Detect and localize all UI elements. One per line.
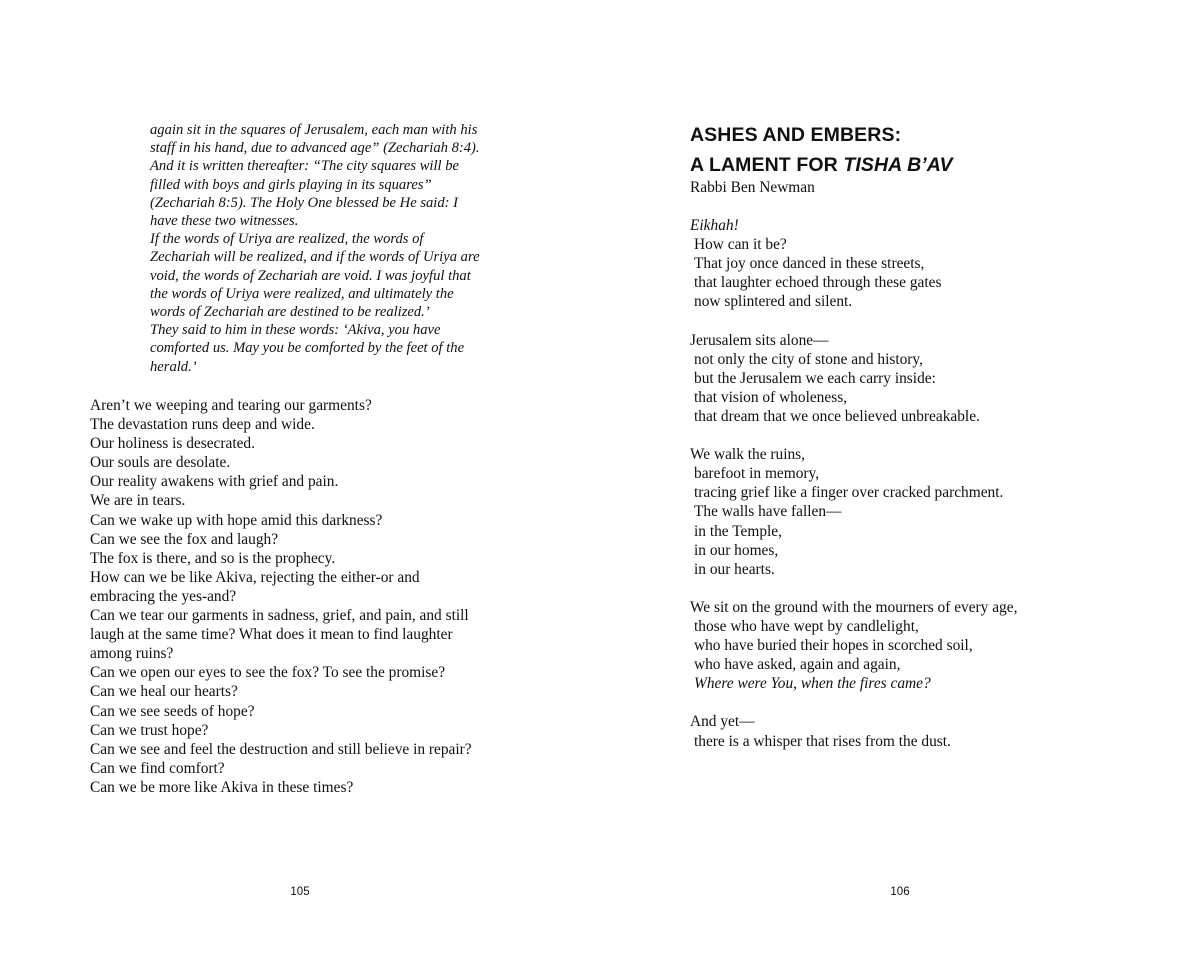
quote-line: herald.’ <box>150 358 197 375</box>
quote-line: (Zechariah 8:5). The Holy One blessed be He said: I <box>150 194 459 211</box>
stanza-first-line: Jerusalem sits alone— <box>690 331 829 349</box>
quote-line: have these two witnesses. <box>150 213 299 230</box>
quote-line: staff in his hand, due to advanced age” (Zechariah 8:4). <box>150 140 480 157</box>
quote-line: again sit in the squares of Jerusalem, each man with his <box>150 122 478 138</box>
poem-line: there is a whisper that rises from the dust. <box>694 732 951 750</box>
poem-line: those who have wept by candlelight, <box>694 617 919 635</box>
page-number-left: 105 <box>290 886 310 898</box>
stanza-first-line: We walk the ruins, <box>690 446 806 464</box>
poem-line: now splintered and silent. <box>694 293 853 311</box>
title-prefix: A LAMENT FOR <box>690 154 844 176</box>
poem-line: that laughter echoed through these gates <box>694 274 942 292</box>
text-line: Can we trust hope? <box>90 721 209 739</box>
quote-line: void, the words of Zechariah are void. I was joyful that <box>150 267 471 284</box>
poem-line: That joy once danced in these streets, <box>694 255 925 273</box>
poem-line: in our homes, <box>694 541 779 559</box>
poem-line: that vision of wholeness, <box>694 388 848 406</box>
poem-line: How can it be? <box>694 236 787 254</box>
text-line: Can we see seeds of hope? <box>90 702 255 720</box>
text-line: Aren’t we weeping and tearing our garments? <box>90 397 372 414</box>
author-byline: Rabbi Ben Newman <box>690 179 815 196</box>
stanza-first-line: And yet— <box>690 713 755 731</box>
text-line: The fox is there, and so is the prophecy. <box>90 549 336 567</box>
poem-line-italic: Where were You, when the fires came? <box>694 675 931 693</box>
text-line: Can we be more like Akiva in these times? <box>90 778 354 796</box>
poem-line: who have buried their hopes in scorched soil, <box>694 637 973 655</box>
poem-line: in our hearts. <box>694 560 775 578</box>
quote-line: And it is written thereafter: “The city squares will be <box>150 158 460 175</box>
page-number-right: 106 <box>890 886 910 898</box>
poem-title <box>690 120 953 180</box>
quote-line: words of Zechariah are destined to be realized.’ <box>150 304 430 321</box>
text-line: Our reality awakens with grief and pain. <box>90 473 339 491</box>
text-line: We are in tears. <box>90 492 186 510</box>
text-line: laugh at the same time? What does it mean to find laughter <box>90 626 453 644</box>
poem-line: The walls have fallen— <box>694 503 842 521</box>
stanza-3 <box>690 445 1017 579</box>
text-line: How can we be like Akiva, rejecting the either-or and <box>90 568 420 586</box>
text-line: The devastation runs deep and wide. <box>90 416 315 434</box>
poem <box>690 216 1017 770</box>
poem-line: barefoot in memory, <box>694 465 820 483</box>
text-line: Can we wake up with hope amid this darkness? <box>90 511 383 529</box>
text-line: Can we see the fox and laugh? <box>90 530 279 548</box>
poem-line: in the Temple, <box>694 522 782 540</box>
text-line: Can we open our eyes to see the fox? To see the promise? <box>90 664 446 682</box>
quote-line: Zechariah will be realized, and if the words of Uriya are <box>150 249 480 266</box>
title-line-1: ASHES AND EMBERS: <box>690 124 902 146</box>
poem-line: not only the city of stone and history, <box>694 350 923 368</box>
stanza-4 <box>690 598 1017 693</box>
stanza-1 <box>690 216 1017 311</box>
text-line: Can we heal our hearts? <box>90 683 238 701</box>
text-line: Our souls are desolate. <box>90 454 231 472</box>
right-page <box>600 0 1200 960</box>
text-line: Can we tear our garments in sadness, grief, and pain, and still <box>90 607 469 625</box>
title-line-2 <box>690 150 953 180</box>
text-line: Our holiness is desecrated. <box>90 435 255 453</box>
stanza-2 <box>690 331 1017 426</box>
text-line: embracing the yes-and? <box>90 587 237 605</box>
stanza-first-line: Eikhah! <box>690 217 739 234</box>
reflection-text <box>90 396 472 797</box>
text-line: among ruins? <box>90 645 174 663</box>
quote-line: If the words of Uriya are realized, the words of <box>150 231 424 248</box>
stanza-5 <box>690 712 1017 750</box>
stanza-first-line: We sit on the ground with the mourners of every age, <box>690 598 1018 616</box>
text-line: Can we see and feel the destruction and still believe in repair? <box>90 740 472 758</box>
text-line: Can we find comfort? <box>90 759 225 777</box>
poem-line: but the Jerusalem we each carry inside: <box>694 369 936 387</box>
poem-line: tracing grief like a finger over cracked parchment. <box>694 484 1004 502</box>
title-italic: TISHA B’AV <box>843 154 953 176</box>
poem-line: who have asked, again and again, <box>694 656 901 674</box>
block-quote <box>150 121 530 376</box>
quote-line: They said to him in these words: ‘Akiva, you have <box>150 322 441 339</box>
quote-line: filled with boys and girls playing in its squares” <box>150 176 432 193</box>
poem-line: that dream that we once believed unbreakable. <box>694 407 980 425</box>
quote-line: comforted us. May you be comforted by the feet of the <box>150 340 465 357</box>
quote-line: the words of Uriya were realized, and ultimately the <box>150 285 454 302</box>
